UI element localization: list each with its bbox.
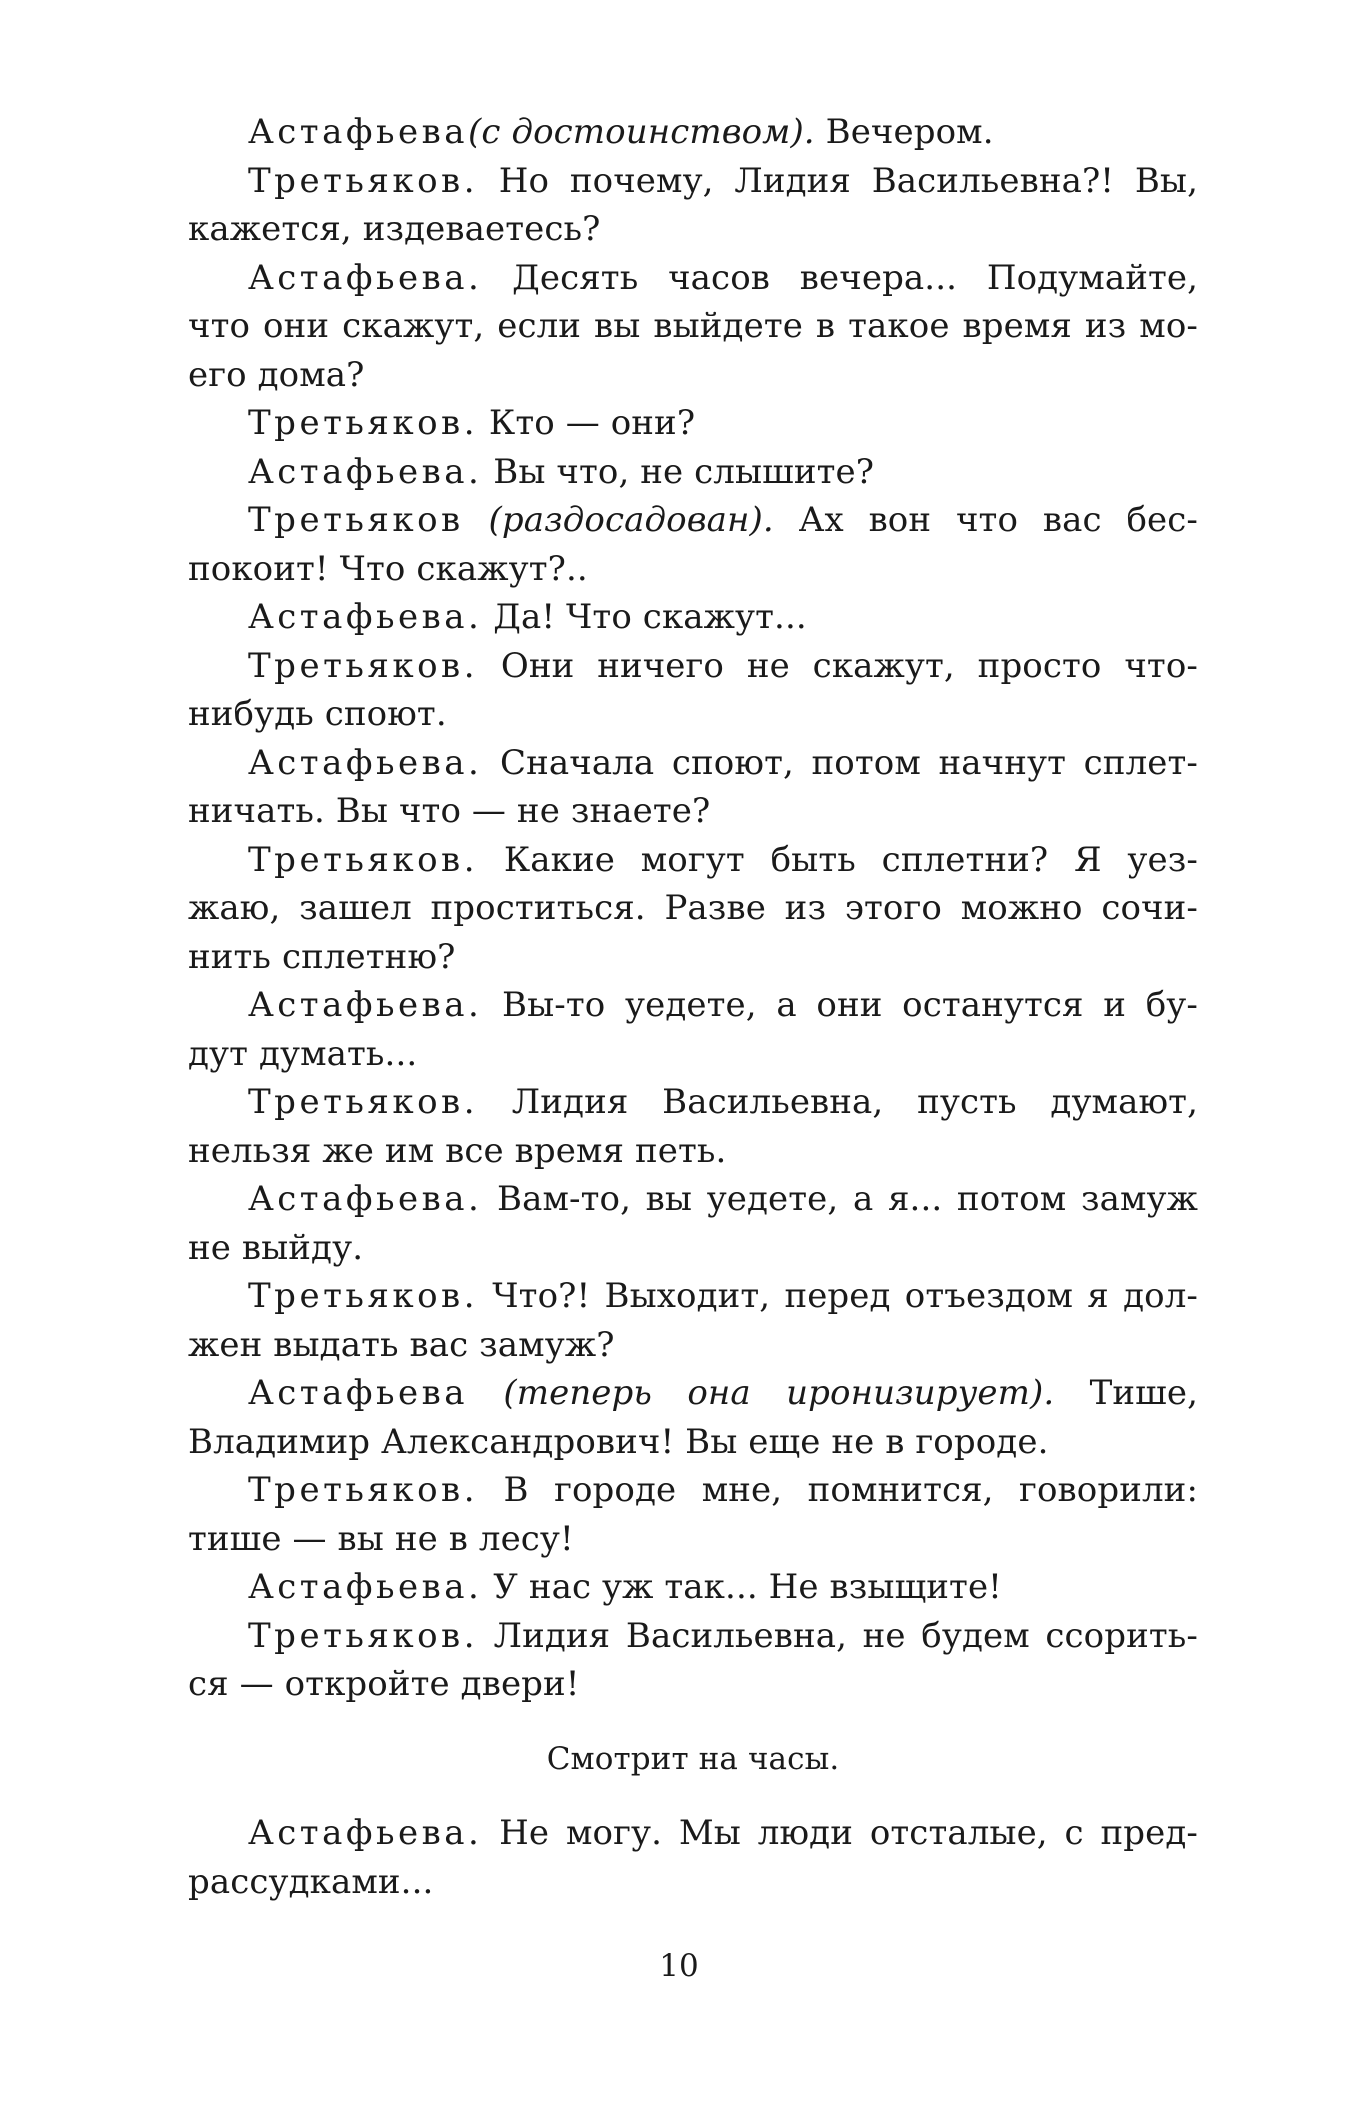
speaker-name: Астафьева. xyxy=(248,985,483,1025)
line-text: покоит! Что скажут?.. xyxy=(188,548,588,589)
text-line xyxy=(188,1321,1198,1370)
speaker-name: Астафьева. xyxy=(248,257,483,298)
text-line xyxy=(188,108,1198,157)
line-text: Вам-то, вы уедете, а я... потом замуж xyxy=(482,1179,1198,1219)
speaker-name: Третьяков. xyxy=(248,160,479,201)
line-text: Лидия Васильевна, не будем ссорить- xyxy=(478,1615,1198,1656)
text-line xyxy=(188,1030,1198,1079)
line-text: Тише, xyxy=(1054,1373,1198,1413)
line-text: его дома? xyxy=(188,354,365,395)
text-line xyxy=(188,1660,1198,1709)
speaker-name: Третьяков. xyxy=(248,1276,479,1316)
speaker-name: Третьяков. xyxy=(248,1470,479,1510)
line-text: ся — откройте двери! xyxy=(188,1664,580,1704)
line-text: Десять часов вечера... Подумайте, xyxy=(482,257,1198,298)
speaker-name: Астафьева. xyxy=(248,451,483,492)
line-text: Да! Что скажут... xyxy=(482,597,807,637)
speaker-name: Астафьева. xyxy=(248,1179,483,1219)
text-line xyxy=(188,981,1198,1030)
text-line xyxy=(188,302,1198,351)
stage-remark: (раздосадован). xyxy=(463,500,774,540)
line-text: жаю, зашел проститься. Разве из этого можно сочи- xyxy=(188,888,1198,928)
line-text: нельзя же им все время петь. xyxy=(188,1130,727,1171)
text-line xyxy=(188,496,1198,545)
line-text: дут думать... xyxy=(188,1033,418,1074)
speaker-name: Третьяков. xyxy=(248,645,479,686)
text-line xyxy=(188,399,1198,448)
line-text: Сначала споют, потом начнут сплет- xyxy=(482,742,1198,783)
text-line xyxy=(188,1466,1198,1515)
line-text: не выйду. xyxy=(188,1227,364,1268)
text-line xyxy=(188,1515,1198,1564)
text-line xyxy=(188,1809,1198,1858)
line-text: Владимир Александрович! Вы еще не в городе. xyxy=(188,1421,1049,1462)
line-text: Они ничего не скажут, просто что- xyxy=(478,645,1198,686)
line-text: В городе мне, помнится, говорили: xyxy=(478,1470,1198,1510)
line-text: Кто — они? xyxy=(478,403,696,443)
stage-direction: Смотрит на часы. xyxy=(546,1740,840,1777)
text-line xyxy=(188,787,1198,836)
text-line xyxy=(188,1078,1198,1127)
line-text: нибудь споют. xyxy=(188,694,447,734)
text-line xyxy=(188,1563,1198,1612)
speaker-name: Астафьева xyxy=(248,1373,469,1413)
text-line xyxy=(188,933,1198,982)
line-text: рассудками... xyxy=(188,1861,434,1902)
speaker-name: Третьяков. xyxy=(248,1082,479,1122)
speaker-name: Третьяков xyxy=(248,500,464,540)
text-line xyxy=(188,448,1198,497)
speaker-name: Третьяков. xyxy=(248,403,479,443)
text-line xyxy=(188,254,1198,303)
line-text: ничать. Вы что — не знаете? xyxy=(188,791,711,831)
text-line xyxy=(188,836,1198,885)
speaker-name: Астафьева xyxy=(248,112,469,152)
stage-remark: (теперь она иронизирует). xyxy=(468,1373,1055,1413)
line-text: У нас уж так... Не взыщите! xyxy=(482,1567,1002,1607)
text-line xyxy=(188,1858,1198,1907)
text-line xyxy=(188,545,1198,594)
line-text: Лидия Васильевна, пусть думают, xyxy=(478,1082,1198,1122)
text-line xyxy=(188,642,1198,691)
line-text: Ах вон что вас бес- xyxy=(773,500,1198,540)
text-line xyxy=(188,1175,1198,1224)
text-line xyxy=(188,205,1198,254)
text-line xyxy=(188,1224,1198,1273)
line-text: Вы-то уедете, а они останутся и бу- xyxy=(482,985,1198,1025)
text-line xyxy=(188,739,1198,788)
line-text: кажется, издеваетесь? xyxy=(188,209,601,249)
line-text: Вы что, не слышите? xyxy=(482,451,875,492)
text-line xyxy=(188,593,1198,642)
line-text: Вечером. xyxy=(814,112,994,152)
line-text: Какие могут быть сплетни? Я уез- xyxy=(478,839,1198,880)
line-text: Не могу. Мы люди отсталые, с пред- xyxy=(482,1813,1198,1853)
text-line xyxy=(188,1418,1198,1467)
page-number: 10 xyxy=(659,1948,699,1984)
text-line xyxy=(188,690,1198,739)
speaker-name: Астафьева. xyxy=(248,597,483,637)
text-line xyxy=(188,157,1198,206)
speaker-name: Астафьева. xyxy=(248,1813,483,1853)
dialogue-block xyxy=(188,108,1198,1709)
text-line xyxy=(188,1369,1198,1418)
line-text: что они скажут, если вы выйдете в такое время из мо- xyxy=(188,306,1198,346)
text-line xyxy=(188,1612,1198,1661)
text-line xyxy=(188,351,1198,400)
page-body xyxy=(188,108,1198,1906)
line-text: тише — вы не в лесу! xyxy=(188,1518,574,1559)
line-text: Что?! Выходит, перед отъездом я дол- xyxy=(478,1276,1198,1316)
text-line xyxy=(188,1272,1198,1321)
line-text: Но почему, Лидия Васильевна?! Вы, xyxy=(478,160,1198,201)
stage-remark: (с достоинством). xyxy=(468,112,815,152)
speaker-name: Третьяков. xyxy=(248,1615,479,1656)
line-text: нить сплетню? xyxy=(188,936,456,977)
text-line xyxy=(188,884,1198,933)
dialogue-block-continued xyxy=(188,1809,1198,1906)
line-text: жен выдать вас замуж? xyxy=(188,1324,615,1365)
speaker-name: Астафьева. xyxy=(248,1567,483,1607)
text-line xyxy=(188,1127,1198,1176)
speaker-name: Третьяков. xyxy=(248,839,479,880)
speaker-name: Астафьева. xyxy=(248,742,483,783)
